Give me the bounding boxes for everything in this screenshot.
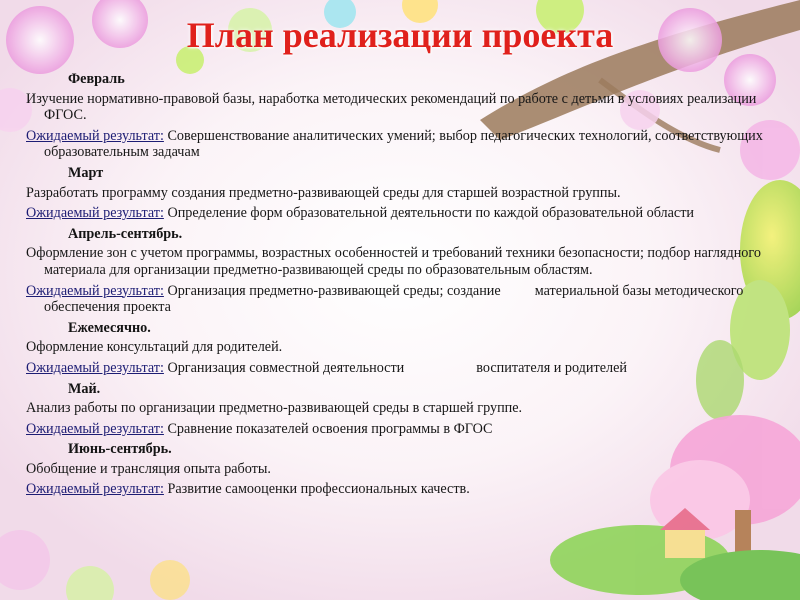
result-text: воспитателя и родителей xyxy=(476,359,627,376)
result-text: Совершенствование аналитических умений; выбор педагогических технологий, соответствующих образовательным задачам xyxy=(44,127,763,161)
month-heading: Ежемесячно. xyxy=(68,319,151,336)
result-text: Организация предметно-развивающей среды; создание xyxy=(167,282,501,299)
month-heading: Февраль xyxy=(68,71,125,87)
task-item: Обобщение и трансляция опыта работы. xyxy=(26,460,271,477)
task-item: Изучение нормативно-правовой базы, наработка методических рекомендаций по работе с детьми в условиях реализации ФГОС. xyxy=(26,90,757,124)
result-item xyxy=(26,360,778,377)
task-item: Оформление зон с учетом программы, возрастных особенностей и требований техники безопасности; подбор наглядного материала для организации предметно-развивающей среды по образовательным областям. xyxy=(26,245,761,278)
result-text: Определение форм образовательной деятельности по каждой образовательной области xyxy=(167,205,695,222)
expected-result-label: Ожидаемый результат: xyxy=(26,127,164,144)
expected-result-label: Ожидаемый результат: xyxy=(26,205,164,222)
result-text: Сравнение показателей освоения программы в ФГОС xyxy=(167,420,493,437)
month-heading: Май. xyxy=(68,380,101,397)
result-item xyxy=(26,283,778,316)
expected-result-label: Ожидаемый результат: xyxy=(26,481,164,498)
page-title: План реализации проекта xyxy=(186,15,614,55)
task-item: Оформление консультаций для родителей. xyxy=(26,339,283,356)
result-item xyxy=(26,205,778,222)
result-text: Организация совместной деятельности xyxy=(167,359,405,376)
expected-result-label: Ожидаемый результат: xyxy=(26,420,164,437)
result-item xyxy=(26,481,778,498)
result-item xyxy=(26,128,778,161)
task-item: Анализ работы по организации предметно-развивающей среды в старшей группе. xyxy=(26,400,523,417)
plan-content xyxy=(26,70,778,502)
month-heading: Март xyxy=(68,164,104,181)
month-heading: Июнь-сентябрь. xyxy=(68,441,172,458)
expected-result-label: Ожидаемый результат: xyxy=(26,282,164,299)
result-text: материальной базы методического обеспечения проекта xyxy=(44,282,744,316)
month-heading: Апрель-сентябрь. xyxy=(68,225,183,242)
result-item xyxy=(26,421,778,438)
result-text: Развитие самооценки профессиональных качеств. xyxy=(167,481,470,498)
expected-result-label: Ожидаемый результат: xyxy=(26,359,164,376)
task-item: Разработать программу создания предметно-развивающей среды для старшей возрастной группы. xyxy=(26,184,621,201)
